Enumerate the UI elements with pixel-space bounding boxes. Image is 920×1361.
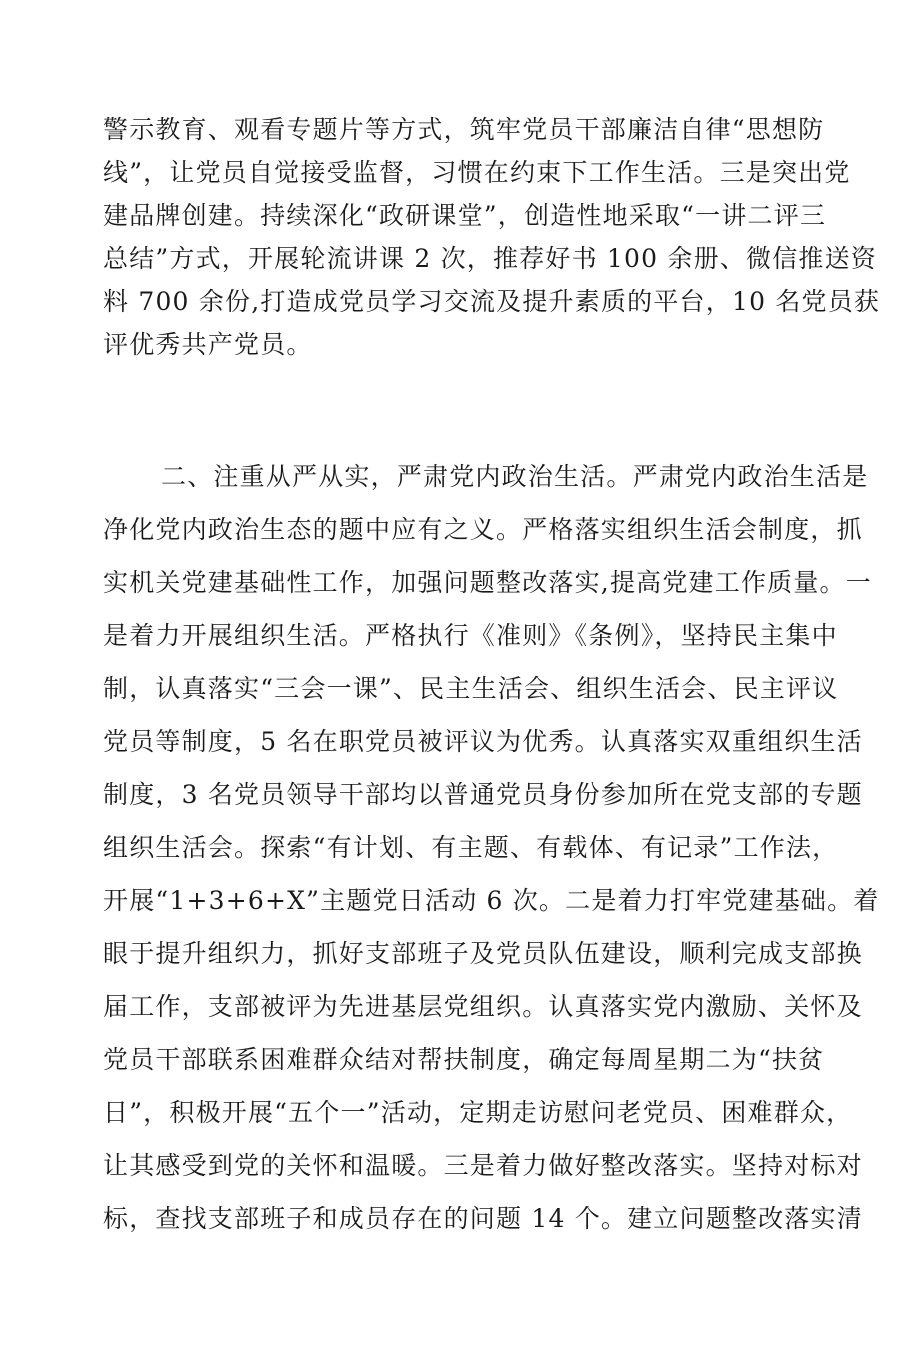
- paragraph-2-line-5: 制，认真落实“三会一课”、民主生活会、组织生活会、民主评议: [103, 674, 839, 703]
- paragraph-2-line-15: 标，查找支部班子和成员存在的问题 14 个。建立问题整改落实清: [103, 1204, 863, 1233]
- paragraph-2-line-12: 党员干部联系困难群众结对帮扶制度，确定每周星期二为“扶贫: [103, 1045, 825, 1074]
- paragraph-2: [103, 459, 880, 1259]
- paragraph-1-line-1: 警示教育、观看专题片等方式，筑牢党员干部廉洁自律“思想防: [103, 115, 825, 144]
- paragraph-2-line-13: 日”，积极开展“五个一”活动，定期走访慰问老党员、困难群众，: [103, 1098, 853, 1127]
- paragraph-2-line-11: 届工作，支部被评为先进基层党组织。认真落实党内激励、关怀及: [103, 992, 863, 1021]
- paragraph-1-line-2: 线”，让党员自觉接受监督，习惯在约束下工作生活。三是突出党: [103, 158, 851, 187]
- paragraph-1-line-3: 建品牌创建。持续深化“政研课堂”，创造性地采取“一讲二评三: [103, 201, 827, 230]
- paragraph-2-line-14: 让其感受到党的关怀和温暖。三是着力做好整改落实。坚持对标对: [103, 1151, 863, 1180]
- paragraph-2-line-4: 是着力开展组织生活。严格执行《准则》《条例》，坚持民主集中: [103, 621, 838, 650]
- paragraph-2-line-1: 二、注重从严从实，严肃党内政治生活。严肃党内政治生活是: [161, 462, 869, 491]
- paragraph-1: [103, 112, 881, 364]
- paragraph-2-line-8: 组织生活会。探索“有计划、有主题、有载体、有记录”工作法，: [103, 833, 839, 862]
- paragraph-2-line-10: 眼于提升组织力，抓好支部班子及党员队伍建设，顺利完成支部换: [103, 939, 863, 968]
- paragraph-2-line-2: 净化党内政治生态的题中应有之义。严格落实组织生活会制度，抓: [103, 515, 863, 544]
- paragraph-2-line-7: 制度，3 名党员领导干部均以普通党员身份参加所在党支部的专题: [103, 780, 863, 809]
- paragraph-1-line-4: 总结”方式，开展轮流讲课 2 次，推荐好书 100 余册、微信推送资: [103, 244, 877, 273]
- paragraph-1-line-5: 料 700 余份,打造成党员学习交流及提升素质的平台，10 名党员获: [103, 287, 881, 316]
- paragraph-2-line-9: 开展“1+3+6+X”主题党日活动 6 次。二是着力打牢党建基础。着: [103, 886, 880, 915]
- paragraph-1-line-6: 评优秀共产党员。: [103, 330, 313, 359]
- paragraph-2-line-3: 实机关党建基础性工作，加强问题整改落实,提高党建工作质量。一: [103, 568, 872, 597]
- paragraph-2-line-6: 党员等制度，5 名在职党员被评议为优秀。认真落实双重组织生活: [103, 727, 863, 756]
